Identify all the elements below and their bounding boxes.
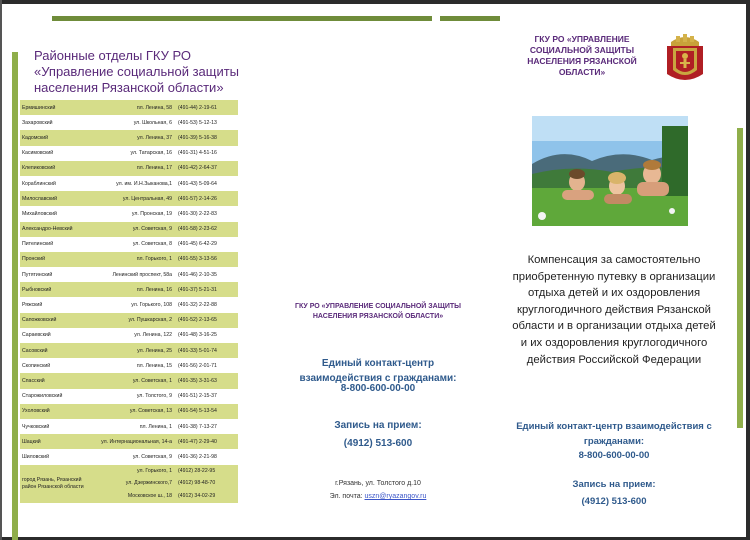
district-cell: Скопинский xyxy=(22,362,51,369)
district-cell: Спасский xyxy=(22,377,45,384)
panel2-contact-center-label: Единый контакт-центр взаимодействия с гражданами: xyxy=(299,358,457,384)
table-row xyxy=(20,191,238,206)
district-cell: Кадомский xyxy=(22,134,49,141)
phone-cell: (491-44) 2-19-61 xyxy=(178,104,217,111)
address-cell: пл. Ленина, 16 xyxy=(136,286,172,293)
address-cell: пл. Ленина, 1 xyxy=(139,423,172,430)
compensation-heading: Компенсация за самостоятельно приобретенную путевку в организации отдыха детей и их оздоровления круглогодичного действия Рязанской области и в организации отдыха детей и их оздоровления круглогодичного действия Российской Федерации xyxy=(512,254,716,366)
address-cell: Ленинский проспект, 58а xyxy=(112,271,172,278)
panel2-contact-phone: 8-800-600-00-00 xyxy=(340,383,416,394)
left-accent-bar xyxy=(12,52,18,540)
right-accent-bar xyxy=(737,128,743,428)
district-cell: Клепиковский xyxy=(22,165,56,172)
district-cell: Ермишинский xyxy=(22,104,56,111)
phone-cell: (491-35) 3-31-63 xyxy=(178,377,217,384)
phone-cell-group xyxy=(176,465,238,503)
table-row xyxy=(20,313,238,328)
frame-right-border xyxy=(746,0,750,540)
district-cell: Рыбновский xyxy=(22,286,52,293)
table-row xyxy=(20,404,238,419)
email-label: Эл. почта: xyxy=(329,493,363,500)
panel2-appointment-label: Запись на прием: xyxy=(334,420,422,431)
table-row xyxy=(20,389,238,404)
district-cell: город Рязань, Рязанский район Рязанской области xyxy=(22,476,84,490)
phone-cell: (491-54) 5-13-54 xyxy=(178,408,217,415)
panel2-address: г.Рязань, ул. Толстого д.10 xyxy=(335,480,421,487)
district-cell: Путятинский xyxy=(22,271,53,278)
frame-left-border xyxy=(0,0,2,540)
address-cell-group xyxy=(86,465,176,503)
email-link[interactable]: uszn@ryazangov.ru xyxy=(364,493,427,500)
phone-cell: (491-47) 2-29-40 xyxy=(178,438,217,445)
district-cell: Пителинский xyxy=(22,241,54,248)
address-cell: ул. Советская, 13 xyxy=(129,408,172,415)
district-cell: Старожиловский xyxy=(22,393,63,400)
children-on-grass-photo xyxy=(532,116,688,226)
panel2-appointment-phone: (4912) 513-600 xyxy=(343,438,413,449)
top-accent-bar-short xyxy=(440,16,500,21)
panel3-appointment-phone: (4912) 513-600 xyxy=(581,496,647,507)
panel3-org-name: ГКУ РО «УПРАВЛЕНИЕ СОЦИАЛЬНОЙ ЗАЩИТЫ НАСЕЛЕНИЯ РЯЗАНСКОЙ ОБЛАСТИ» xyxy=(527,34,637,77)
table-row xyxy=(20,130,238,145)
address-cell: ул. Ленина, 37 xyxy=(137,134,172,141)
address-cell: ул. Горького, 108 xyxy=(131,302,172,309)
table-row xyxy=(20,267,238,282)
table-row xyxy=(20,206,238,221)
phone-cell: (491-42) 2-64-37 xyxy=(178,165,217,172)
address-cell: ул. Интернациональная, 14-а xyxy=(101,438,172,445)
phone-cell: (491-51) 2-15-37 xyxy=(178,393,217,400)
district-cell: Ряжский xyxy=(22,302,43,309)
panel2-email-line xyxy=(288,493,468,500)
table-row xyxy=(20,419,238,434)
table-row xyxy=(20,252,238,267)
phone-cell: (491-53) 5-12-13 xyxy=(178,119,217,126)
phone-cell: (491-48) 3-16-25 xyxy=(178,332,217,339)
address-cell: ул. Толстого, 9 xyxy=(136,393,172,400)
address-cell: ул. Школьная, 6 xyxy=(133,119,172,126)
district-cell: Пронский xyxy=(22,256,46,263)
district-cell: Сараевский xyxy=(22,332,51,339)
phone-cell: (491-37) 5-21-31 xyxy=(178,286,217,293)
district-cell: Шиловский xyxy=(22,453,49,460)
address-cell: ул. Советская, 9 xyxy=(132,226,172,233)
address-cell: пл. Ленина, 15 xyxy=(136,362,172,369)
address-cell: пл. Горького, 1 xyxy=(136,256,172,263)
phone-cell: (491-38) 7-13-27 xyxy=(178,423,217,430)
phone-cell: (491-33) 5-01-74 xyxy=(178,347,217,354)
address-cell: ул. им. И.Н.Зыканова,1 xyxy=(116,180,172,187)
table-row xyxy=(20,161,238,176)
panel3-appointment-label: Запись на прием: xyxy=(572,479,656,490)
phone-cell: (491-52) 2-13-65 xyxy=(178,317,217,324)
phone-cell: (4912) 34-02-29 xyxy=(178,493,216,500)
table-row xyxy=(20,100,238,115)
table-row xyxy=(20,146,238,161)
phone-cell: (4912) 28-22-95 xyxy=(178,467,216,474)
district-cell: Михайловский xyxy=(22,210,57,217)
phone-cell: (491-43) 5-09-64 xyxy=(178,180,217,187)
phone-cell: (491-58) 2-23-62 xyxy=(178,226,217,233)
panel2-org-name: ГКУ РО «УПРАВЛЕНИЕ СОЦИАЛЬНОЙ ЗАЩИТЫ НАСЕЛЕНИЯ РЯЗАНСКОЙ ОБЛАСТИ» xyxy=(295,303,461,320)
table-row xyxy=(20,434,238,449)
table-row xyxy=(20,297,238,312)
address-cell: пл. Ленина, 58 xyxy=(136,104,172,111)
table-row xyxy=(20,176,238,191)
address-cell: ул. Пронская, 19 xyxy=(131,210,172,217)
phone-cell: (491-30) 2-22-83 xyxy=(178,210,217,217)
ryazan-coat-of-arms-icon xyxy=(667,34,703,84)
address-cell: ул. Советская, 1 xyxy=(132,377,172,384)
address-cell: ул. Центральная, 49 xyxy=(122,195,172,202)
table-row xyxy=(20,328,238,343)
top-accent-bar xyxy=(52,16,432,21)
district-cell: Захаровский xyxy=(22,119,53,126)
panel3-contact-phone: 8-800-600-00-00 xyxy=(578,450,650,461)
district-cell: Милославский xyxy=(22,195,58,202)
phone-cell: (491-39) 5-16-38 xyxy=(178,134,217,141)
district-cell: Ухоловский xyxy=(22,408,50,415)
address-cell: Московское ш., 18 xyxy=(127,493,172,500)
address-cell: ул. Дзержинского,7 xyxy=(125,480,172,487)
district-offices-title: Районные отделы ГКУ РО «Управление социальной защиты населения Рязанской области» xyxy=(34,48,240,95)
address-cell: ул. Горького, 1 xyxy=(137,467,172,474)
address-cell: ул. Советская, 8 xyxy=(132,241,172,248)
panel3-contact-center-label: Единый контакт-центр взаимодействия с гражданами: xyxy=(516,421,712,447)
phone-cell: (491-36) 2-21-98 xyxy=(178,453,217,460)
table-row xyxy=(20,222,238,237)
phone-cell: (491-31) 4-51-16 xyxy=(178,150,217,157)
phone-cell: (4912) 98-48-70 xyxy=(178,480,216,487)
district-cell: Шацкий xyxy=(22,438,41,445)
phone-cell: (491-46) 2-10-35 xyxy=(178,271,217,278)
address-cell: пл. Ленина, 17 xyxy=(136,165,172,172)
phone-cell: (491-55) 3-13-56 xyxy=(178,256,217,263)
address-cell: ул. Ленина, 122 xyxy=(134,332,172,339)
district-cell: Чучковский xyxy=(22,423,50,430)
table-row-city xyxy=(20,465,238,503)
district-cell: Сасовский xyxy=(22,347,48,354)
phone-cell: (491-45) 6-42-29 xyxy=(178,241,217,248)
address-cell: ул. Ленина, 25 xyxy=(137,347,172,354)
phone-cell: (491-32) 2-22-88 xyxy=(178,302,217,309)
district-cell: Касимовский xyxy=(22,150,54,157)
table-row xyxy=(20,282,238,297)
district-offices-table xyxy=(20,100,238,503)
district-cell: Александро-Невский xyxy=(22,226,73,233)
table-row xyxy=(20,449,238,464)
address-cell: ул. Татарская, 16 xyxy=(130,150,172,157)
district-cell: Сапожковский xyxy=(22,317,57,324)
frame-top-border xyxy=(0,0,750,4)
table-row xyxy=(20,373,238,388)
table-row xyxy=(20,237,238,252)
district-cell: Кораблинский xyxy=(22,180,56,187)
phone-cell: (491-56) 2-01-71 xyxy=(178,362,217,369)
table-row xyxy=(20,358,238,373)
table-row xyxy=(20,115,238,130)
address-cell: ул. Пушкарская, 2 xyxy=(128,317,172,324)
table-row xyxy=(20,343,238,358)
phone-cell: (491-57) 2-14-26 xyxy=(178,195,217,202)
address-cell: ул. Советская, 9 xyxy=(132,453,172,460)
